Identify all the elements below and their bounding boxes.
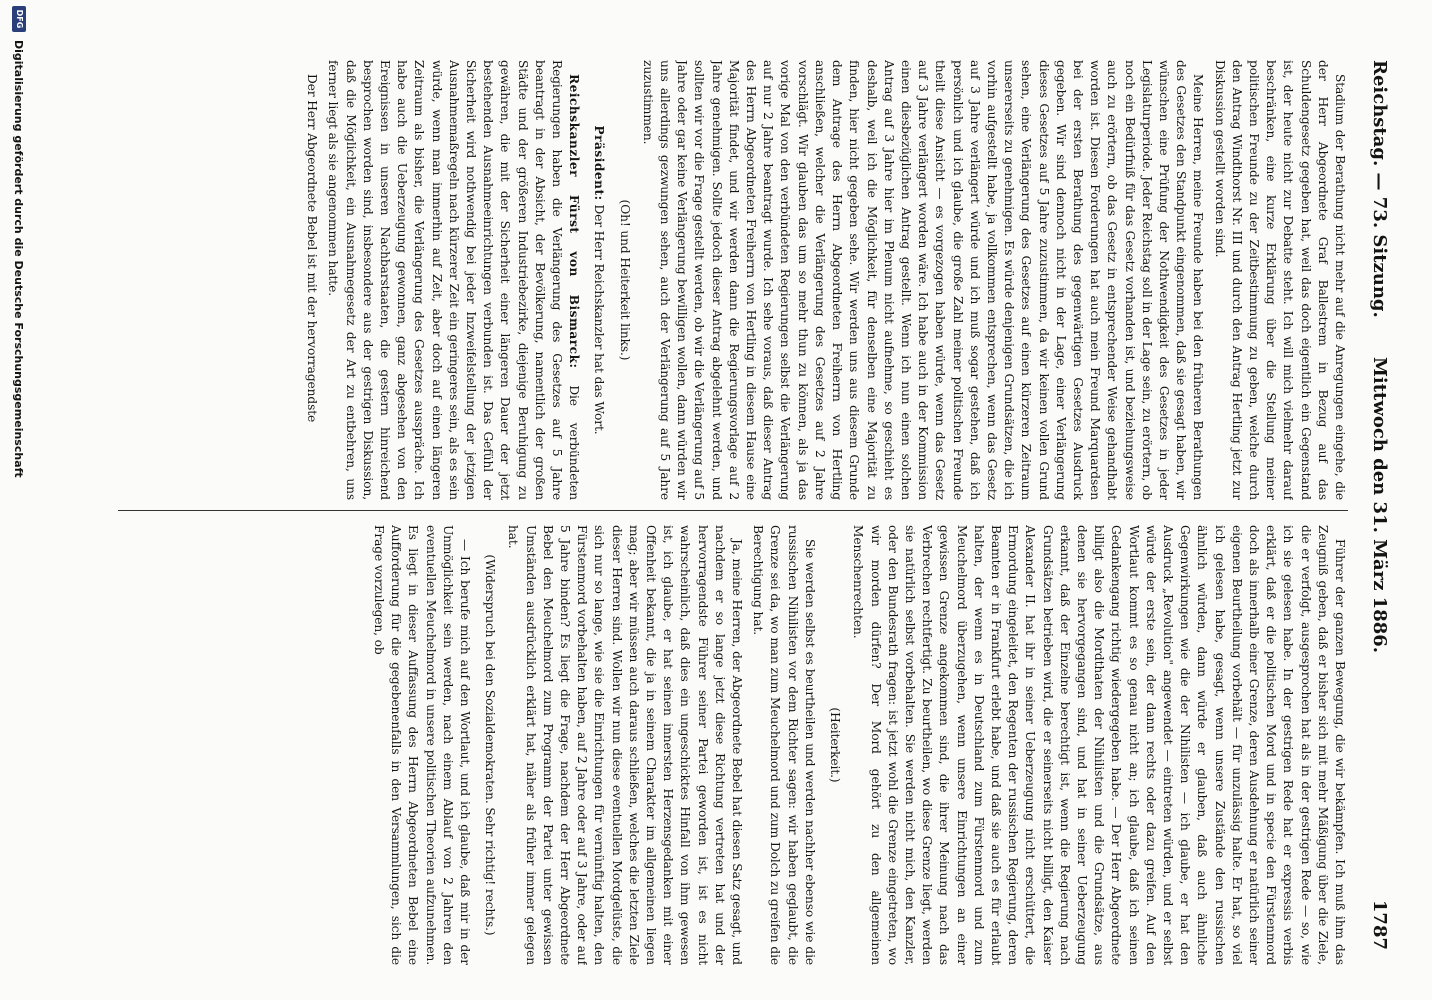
- paragraph-text: Führer der ganzen Bewegung, die wir bekämpfen. Ich muß ihm das Zeugniß geben, daß er bisher sich mit mehr Mäßigung über die Ziele, die er verfolgt, ausgesprochen hat als in der gestrigen Rede — so, wie ich sie gelesen habe. In der gestrigen Rede hat er expressis verbis erklärt, daß er die politischen Mord und in specie den Fürstenmord doch als innerhalb einer Grenze, deren Ausdehnung er natürlich seiner eigenen Beurtheilung vorbehält — für unzulässig halte. Er hat, so viel ich gelesen habe, gesagt, wenn unsere Zustände den russischen ähnlich würden, dann würde er glauben, daß auch ähnliche Gegenwirkungen wie die der Nihilisten — ich glaube, er hat den Ausdruck „Revolution" angewendet — eintreten würden, und er selbst würde der erste sein, der dann rechts oder dazu greifen. Auf den Wortlaut kommt es so genau nicht an; ich glaube, daß ich seinen Gedankengang richtig wiedergegeben habe. — Der Herr Abgeordnete billigt also die Mordthaten der Nihilisten und die Grundsätze, aus denen sie hervorgegangen sind, und hat in seiner Ueberzeugung erkannt, daß der Einzelne berechtigt ist, wenn die Regierung nach Grundsätzen betrieben wird, die er seinerseits nicht billigt, den Kaiser Alexander II. hat ihr in seiner Ueberzeugung nicht erschüttert, die Ermordung eingeleitet, den Regenten der russischen Regierung, deren Beamten er in Frankfurt erlebt habe, und daß sie auch es für erlaubt halten, der wenn es in Deutschland zum Fürstenmord und zum Meuchelmord überzugehen, wenn unsere Einrichtungen an einer gewissen Grenze angekommen sind, die ihrer Meinung nach das Verbrechen rechtfertigt. Zu beurtheilen, wo diese Grenze liegt, werden sie natürlich selbst vorbehalten. Sie werden nicht mich, den Kanzler, oder den Bundesrath fragen: ist jetzt wohl die Grenze eingetreten, wo wir morden dürfen? Der Mord gehört zu den allgemeinen Menschenrechten.: [851, 525, 1347, 965]
- right-text-column: [118, 525, 1348, 965]
- paragraph-text: Stadium der Berathung nicht mehr auf die Anregungen eingehe, die der Herr Abgeordnete Graf Ballestrem in Bezug auf das Schuldengesetz gegeben hat, weil das doch eigentlich ein Gegenstand ist, der heute nicht zur Debatte steht. Ich will mich vielmehr darauf beschränken, eine kurze Erklärung über die Stellung meiner politischen Freunde zu der Zeitbestimmung zu geben, welche durch den Antrag Windthorst Nr. III und durch den Antrag Hertling jetzt zur Diskussion gestellt worden sind.: [1212, 60, 1347, 500]
- digitization-footer: [8, 0, 30, 1000]
- header-date: Mittwoch den 31. März 1886.: [1369, 356, 1390, 654]
- speaker-name: Präsident:: [592, 125, 607, 201]
- paragraph: [849, 525, 1348, 965]
- paragraph-text: — Ich berufe mich auf den Wortlaut, und ich glaube, daß mir in der Unmöglichkeit sein werden, nach einem Ablauf von 2 Jahren den eventuellen Meuchelmord in unsere politischen Theorien aufzunehmen. Es liegt in dieser Auffassung des Herrn Abgeordneten Bebel eine Aufforderung für die gegebenenfalls in den Versammlungen, sich die Frage vorzulegen, ob: [372, 525, 473, 965]
- page-number: 1787: [1369, 899, 1390, 950]
- left-text-column: [118, 60, 1348, 500]
- dfg-logo: DFG: [12, 6, 26, 32]
- paragraph-text: (Heiterkeit.): [828, 707, 843, 783]
- header-section-title: Reichstag. — 73. Sitzung.: [1369, 60, 1390, 318]
- paragraph: [615, 60, 632, 500]
- paragraph-text: Der Herr Abgeordnete Bebel ist mit der hervorragendste: [305, 74, 320, 423]
- paragraph-text: Meine Herren, meine Freunde haben bei den früheren Berathungen des Gesetzes den Standpunkt eingenommen, daß sie gesagt haben, wir wünschen eine Prüfung der Nothwendigkeit des Gesetzes in jeder Legislaturperiode. Jeder Reichstag soll in der Lage sein, zu erörtern, ob noch ein Bedürfniß für das Gesetz vorhanden ist, und beziehungsweise auch zu erörtern, ob das Gesetz in entsprechender Weise gehandhabt worden ist. Diesen Forderungen hat auch mein Freund Marquardsen bei der ersten Berathung des gegenwärtigen Gesetzes Ausdruck gegeben. Wir sind dennoch nicht in der Lage, einer Verlängerung dieses Gesetzes auf 5 Jahre zuzustimmen, da wir keinen vollen Grund sehen, eine Verlängerung des Gesetzes auf einen kürzeren Zeitraum unsererseits zu genehmigen. Es würde denjenigen Grundsätzen, die ich vorhin aufgestellt habe, ja vollkommen entsprechen, wenn das Gesetz auf 3 Jahre verlängert würde und ich muß sogar gestehen, daß ich persönlich und ich glaube, die große Zahl meiner politischen Freunde theilt diese Ansicht — es vorgezogen haben würde, wenn das Gesetz auf 3 Jahre verlängert worden wäre. Ich habe auch in der Kommission einen diesbezüglichen Antrag gestellt. Wenn ich nun einen solchen Antrag auf 3 Jahre hier im Plenum nicht aufnehme, so geschieht es deshalb, weil ich die Möglichkeit, für denselben eine Majorität zu finden, hier nicht gegeben sehe. Wir werden uns aus diesem Grunde dem Antrage des Herrn Abgeordneten Freiherrn von Hertling anschließen, welcher die Verlängerung des Gesetzes auf 2 Jahre vorschlägt. Wir glauben das um so mehr thun zu können, als ja das vorige Mal von den verbündeten Regierungen selbst die Verlängerung auf nur 2 Jahre beantragt wurde. Ich sehe voraus, daß dieser Antrag des Herrn Abgeordneten Freiherrn von Hertling in diesem Hause eine Majorität findet, und wir werden dann die Regierungsvorlage auf 2 Jahre genehmigen. Sollte jedoch dieser Antrag abgelehnt werden, und sollten wir vor die Frage gestellt werden, ob wir die Verlängerung auf 5 Jahre oder gar keine Verlängerung bewilligen wollen, dann würden wir uns allerdings gezwungen sehen, auch der Verlängerung auf 5 Jahre zuzustimmen.: [640, 60, 1206, 500]
- paragraph: [481, 525, 498, 965]
- paragraph: [1210, 60, 1348, 500]
- paragraph: [303, 60, 320, 500]
- column-divider: [118, 510, 1348, 511]
- speaker-name: Reichskanzler Fürst von Bismarck:: [567, 74, 582, 369]
- paragraph: [826, 525, 843, 965]
- paragraph-text: Ja, meine Herren, der Abgeordnete Bebel hat diesen Satz gesagt, und nachdem er so lange jetzt diese Richtung vertreten hat und der hervorragendste Führer seiner Partei geworden ist, ist es nicht wahrscheinlich, daß dies ein ungeschicktes Hinfall von ihm gewesen ist, ich glaube, er hat seinen innersten Herzensgedanken mit einer Offenheit bekannt, die ja in seinem Charakter im allgemeinen liegen mag; aber wir müssen auch daraus schließen, welches die letzten Ziele dieser Herren sind. Wollen wir nun diese eventuellen Mordgelüste, die sich nur so lange, wie sie die Einrichtungen für vernünftig halten, den Fürstenmord vorbehalten haben, auf 2 Jahre oder auf 3 Jahre, oder auf 5 Jahre binden? Es liegt die Frage, nachdem der Herr Abgeordnete Bebel den Meuchelmord zum Programm der Partei unter gewissen Umständen ausdrücklich erklärt hat, näher als früher immer gelegen hat.: [506, 525, 745, 965]
- paragraph: [590, 60, 607, 500]
- paragraph: [504, 525, 745, 965]
- paragraph: [639, 60, 1207, 500]
- paragraph-text: (Oh! und Heiterkeit links.): [617, 199, 632, 361]
- paragraph-text: Sie werden selbst es beurtheilen und werden nachher ebenso wie die russischen Nihilisten vor dem Richter sagen: wir haben geglaubt, die Grenze sei da, wo man zum Meuchelmord und zum Dolch zu greifen die Berechtigung hat.: [751, 525, 817, 965]
- paragraph: [749, 525, 818, 965]
- page-header: [1356, 60, 1390, 950]
- paragraph-text: Die verbündeten Regierungen haben die Verlängerung des Gesetzes auf 5 Jahre beantragt in der Absicht, der Bevölkerung, namentlich der großen Städte und der größeren Industriebezirke, diejenige Beruhigung zu gewähren, die mit der Sicherheit einer längeren Dauer der jetzt bestehenden Ausnahmeeinrichtungen verbunden ist. Das Gefühl der Sicherheit wird nothwendig bei jeder Inzweifelstellung der jetzigen Ausnahmemaßregeln nach kürzerer Zeit ein geringeres sein, als es sein würde, wenn man immerhin auf Zeit, aber doch auf einen längeren Zeitraum als bisher, die Verlängerung des Gesetzes ausspräche. Ich habe auch die Ueberzeugung gewonnen, ganz abgesehen von den Ereignissen in unseren Nachbarstaaten, die gestern hinreichend besprochen worden sind, insbesondere aus der gestrigen Diskussion, daß die Möglichkeit, ein Ausnahmegesetz der Art zu entbehren, uns ferner liegt als sie angenommen hatte.: [326, 60, 582, 500]
- paragraph-text: Der Herr Reichskanzler hat das Wort.: [592, 200, 607, 435]
- paragraph: [324, 60, 582, 500]
- footer-credit: Digitalisierung gefördert durch die Deutsche Forschungsgemeinschaft: [12, 40, 26, 478]
- paragraph-text: (Widerspruch bei den Sozialdemokraten. Sehr richtig! rechts.): [483, 554, 498, 936]
- paragraph: [370, 525, 473, 965]
